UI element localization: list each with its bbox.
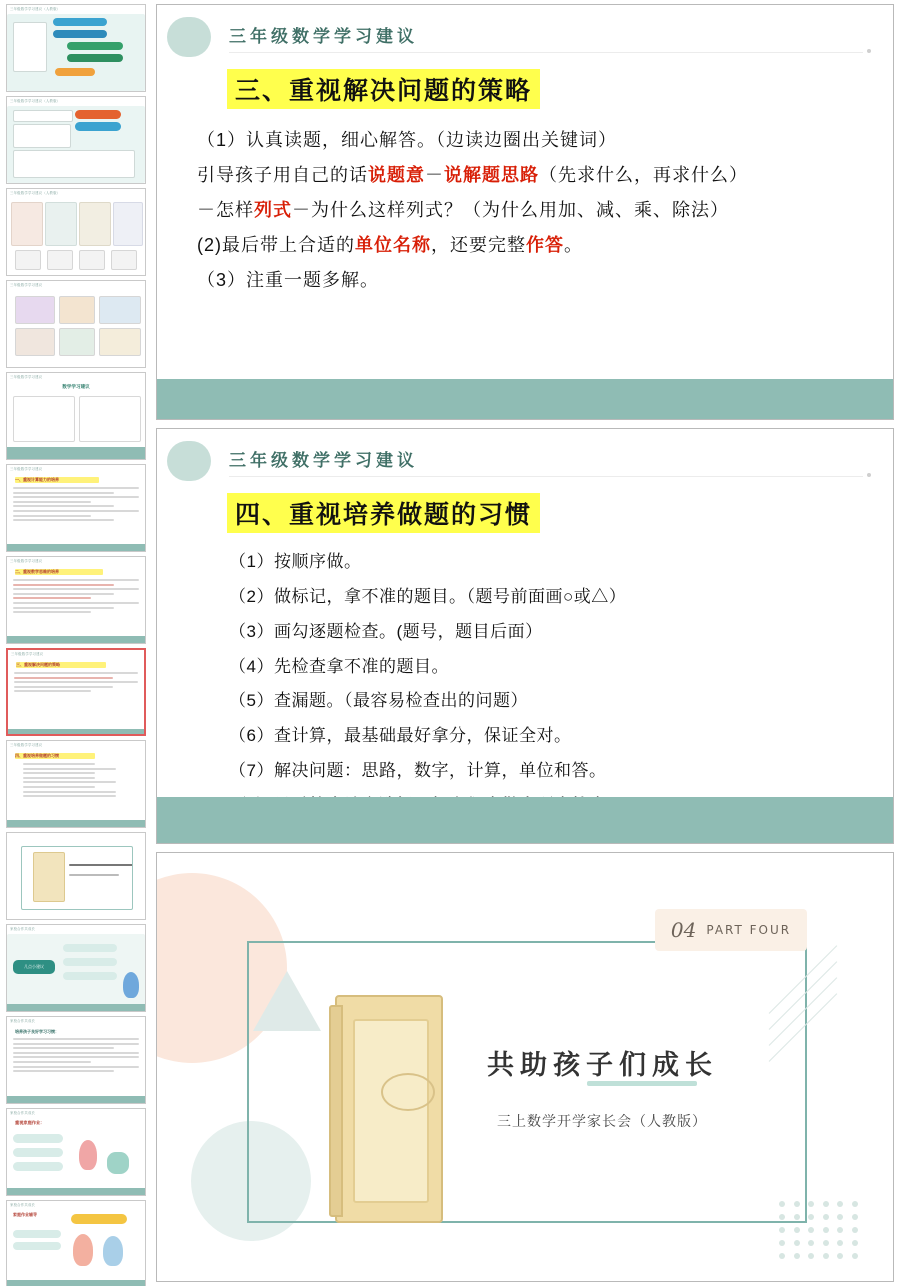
slide-strategy[interactable] xyxy=(156,4,894,420)
slide-thumbnail-14[interactable] xyxy=(6,1200,146,1286)
list-item: （4）先检查拿不准的题目。 xyxy=(229,656,449,676)
cover-sub-title: 三上数学开学家长会（人教版） xyxy=(497,1113,707,1129)
thumb-footer-band xyxy=(7,1096,145,1103)
thumbnail-header-2: 三年级数学学习建议（人教版） xyxy=(7,97,145,106)
thumb-footer-band xyxy=(7,1004,145,1011)
slide-2-list xyxy=(229,545,893,824)
thumbnail-header-3: 三年级数学学习建议（人教版） xyxy=(7,189,145,198)
thumb-node xyxy=(63,972,117,980)
header-dot xyxy=(867,473,871,477)
thumb-panel xyxy=(79,396,141,442)
slide-thumbnail-1[interactable] xyxy=(6,4,146,92)
slide-1-footer-band xyxy=(157,379,893,419)
thumbnail-body-10 xyxy=(7,842,145,919)
thumb-node xyxy=(13,1148,63,1157)
slide-habits[interactable] xyxy=(156,428,894,844)
header-blob-shape xyxy=(167,441,211,481)
slide-thumbnail-2[interactable] xyxy=(6,96,146,184)
thumb-person xyxy=(73,1234,93,1266)
thumb-lines xyxy=(14,672,138,695)
thumbnail-header-7: 三年级数学学习建议 xyxy=(7,557,145,566)
thumb-image xyxy=(59,328,95,356)
slide-thumbnail-8[interactable] xyxy=(6,648,146,736)
book-spine xyxy=(329,1005,343,1217)
slide-viewer xyxy=(152,0,900,1286)
thumb-image xyxy=(99,296,141,324)
list-item: （2）做标记，拿不准的题目。（题号前面画○或△） xyxy=(229,586,627,606)
thumb-node xyxy=(75,110,121,119)
thumb-footer-band xyxy=(7,447,145,459)
thumbnail-body-7 xyxy=(7,566,145,643)
thumb-node xyxy=(53,18,107,26)
thumbnail-body-3 xyxy=(7,198,145,275)
thumbnail-header-5: 三年级数学学习建议 xyxy=(7,373,145,382)
thumb-title: 二、重视数学思维的培养 xyxy=(15,569,59,574)
thumbnail-body-5 xyxy=(7,382,145,459)
thumb-node xyxy=(63,944,117,952)
cover-main-title: 共助孩子们成长 xyxy=(487,1050,718,1081)
thumb-footer-band xyxy=(7,820,145,827)
slide-thumbnail-4[interactable] xyxy=(6,280,146,368)
thumb-title: 培养孩子良好学习习惯： xyxy=(15,1029,59,1034)
thumbnail-body-13 xyxy=(7,1118,145,1195)
thumb-title: 四、重视培养做题的习惯 xyxy=(15,753,59,758)
header-blob-shape xyxy=(167,17,211,57)
decor-diagonal-lines xyxy=(769,1003,859,1083)
thumbnail-header-1: 三年级数学学习建议（人教版） xyxy=(7,5,145,14)
list-item: （5）查漏题。（最容易检查出的问题） xyxy=(229,691,528,711)
slide-1-line-3: －怎样列式－为什么这样列式？（为什么用加、减、乘、除法） xyxy=(197,200,729,221)
slide-thumbnail-13[interactable] xyxy=(6,1108,146,1196)
thumb-image xyxy=(59,296,95,324)
header-dot xyxy=(867,49,871,53)
thumb-card xyxy=(11,202,43,246)
header-divider xyxy=(229,476,863,477)
list-item: （1）按顺序做。 xyxy=(229,552,362,571)
thumbnail-body-9 xyxy=(7,750,145,827)
thumb-panel xyxy=(13,110,73,122)
header-divider xyxy=(229,52,863,53)
slide-thumbnail-11[interactable] xyxy=(6,924,146,1012)
thumb-image xyxy=(111,250,137,270)
thumb-person xyxy=(103,1236,123,1266)
thumbnail-body-1 xyxy=(7,14,145,91)
thumbnail-header-9: 三年级数学学习建议 xyxy=(7,741,145,750)
thumb-image xyxy=(47,250,73,270)
slide-2-header-title: 三年级数学学习建议 xyxy=(229,451,418,471)
slide-thumbnail-12[interactable] xyxy=(6,1016,146,1104)
thumb-footer-band xyxy=(8,729,144,736)
thumbnail-header-6: 三年级数学学习建议 xyxy=(7,465,145,474)
thumb-image xyxy=(15,296,55,324)
thumb-person xyxy=(107,1152,129,1174)
part-number-tag xyxy=(655,909,807,951)
thumb-node-main: 几点小建议 xyxy=(13,960,55,974)
slide-1-body xyxy=(197,123,893,298)
thumb-lines xyxy=(13,1038,139,1075)
thumbnail-body-11 xyxy=(7,934,145,1011)
slide-thumbnail-3[interactable] xyxy=(6,188,146,276)
thumb-person xyxy=(79,1140,97,1170)
book-illustration xyxy=(335,995,443,1223)
slide-3-canvas xyxy=(157,853,893,1281)
thumb-node xyxy=(71,1214,127,1224)
thumbnail-header-14: 家校合作共成长 xyxy=(7,1201,145,1210)
thumb-image xyxy=(15,328,55,356)
thumb-lines xyxy=(13,487,139,524)
thumb-image xyxy=(99,328,141,356)
thumb-node xyxy=(75,122,121,131)
thumbnail-header-12: 家校合作共成长 xyxy=(7,1017,145,1026)
list-item: （6）查计算，最基础最好拿分，保证全对。 xyxy=(229,726,572,746)
thumb-person xyxy=(123,972,139,998)
part-label: PART FOUR xyxy=(706,923,792,937)
thumb-footer-band xyxy=(7,636,145,643)
list-item: （7）解决问题：思路，数字，计算，单位和答。 xyxy=(229,761,607,781)
thumbnail-header-11: 家校合作共成长 xyxy=(7,925,145,934)
slide-1-line-2: 引导孩子用自己的话说题意－说解题思路（先求什么，再求什么） xyxy=(197,165,748,186)
thumb-title: 三、重视解决问题的策略 xyxy=(16,662,60,667)
thumb-node xyxy=(55,68,95,76)
thumb-node xyxy=(13,1134,63,1143)
thumb-node xyxy=(67,54,123,62)
thumbnail-body-6 xyxy=(7,474,145,551)
cover-title-underline xyxy=(587,1081,697,1086)
thumb-footer-band xyxy=(7,1280,145,1286)
slide-1-line-4: (2)最后带上合适的单位名称，还要完整作答。 xyxy=(197,235,583,256)
book-inner-panel xyxy=(353,1019,429,1203)
thumb-panel xyxy=(13,124,71,148)
thumbnail-body-2 xyxy=(7,106,145,183)
slide-thumbnail-10[interactable] xyxy=(6,832,146,920)
slide-1-line-5: （3）注重一题多解。 xyxy=(197,270,380,291)
slide-1-title: 三、重视解决问题的策略 xyxy=(227,69,540,109)
thumb-panel xyxy=(13,150,135,178)
thumbnail-body-12 xyxy=(7,1026,145,1103)
slide-1-header-title: 三年级数学学习建议 xyxy=(229,27,418,47)
slide-1-header xyxy=(157,5,893,65)
thumbnail-body-14 xyxy=(7,1210,145,1286)
slide-2-header xyxy=(157,429,893,489)
list-item: （3）画勾逐题检查。(题号，题目后面） xyxy=(229,621,543,641)
thumb-image xyxy=(15,250,41,270)
decor-dot-grid xyxy=(779,1201,863,1263)
thumb-image xyxy=(79,250,105,270)
thumb-title: 一、重视计算能力的培养 xyxy=(15,477,59,482)
thumb-panel xyxy=(13,396,75,442)
thumb-node xyxy=(13,1162,63,1171)
thumbnail-header-10 xyxy=(7,833,145,842)
slide-2-title: 四、重视培养做题的习惯 xyxy=(227,493,540,533)
slide-1-line-1: （1）认真读题，细心解答。（边读边圈出关键词） xyxy=(197,130,618,150)
thumb-frame xyxy=(21,846,133,910)
thumb-node xyxy=(13,1242,61,1250)
thumbnail-header-13: 家校合作共成长 xyxy=(7,1109,145,1118)
thumbnail-header-8: 三年级数学学习建议 xyxy=(8,650,144,659)
thumb-node xyxy=(63,958,117,966)
book-oval xyxy=(381,1073,435,1111)
thumb-title: 家庭作业辅导 xyxy=(13,1212,37,1217)
thumb-card xyxy=(45,202,77,246)
thumb-lines xyxy=(23,763,139,800)
slide-section-cover[interactable] xyxy=(156,852,894,1282)
slide-thumbnail-9[interactable] xyxy=(6,740,146,828)
thumb-node xyxy=(67,42,123,50)
slide-thumbnail-rail[interactable] xyxy=(0,0,152,1286)
thumb-title: 重视家庭作业： xyxy=(15,1120,45,1125)
thumbnail-body-4 xyxy=(7,290,145,367)
thumb-footer-band xyxy=(7,544,145,551)
thumb-node xyxy=(13,1230,61,1238)
slide-thumbnail-5[interactable] xyxy=(6,372,146,460)
slide-thumbnail-7[interactable] xyxy=(6,556,146,644)
slide-thumbnail-6[interactable] xyxy=(6,464,146,552)
slide-2-footer-band xyxy=(157,797,893,843)
thumb-node xyxy=(53,30,107,38)
thumb-lines xyxy=(13,579,139,616)
part-number: 04 xyxy=(670,918,697,942)
thumb-title: 数学学习建议 xyxy=(62,384,90,389)
thumb-card xyxy=(79,202,111,246)
thumbnail-body-8 xyxy=(8,659,144,736)
thumb-footer-band xyxy=(7,1188,145,1195)
thumbnail-header-4: 三年级数学学习建议 xyxy=(7,281,145,290)
thumb-card xyxy=(113,202,143,246)
thumb-panel xyxy=(13,22,47,72)
